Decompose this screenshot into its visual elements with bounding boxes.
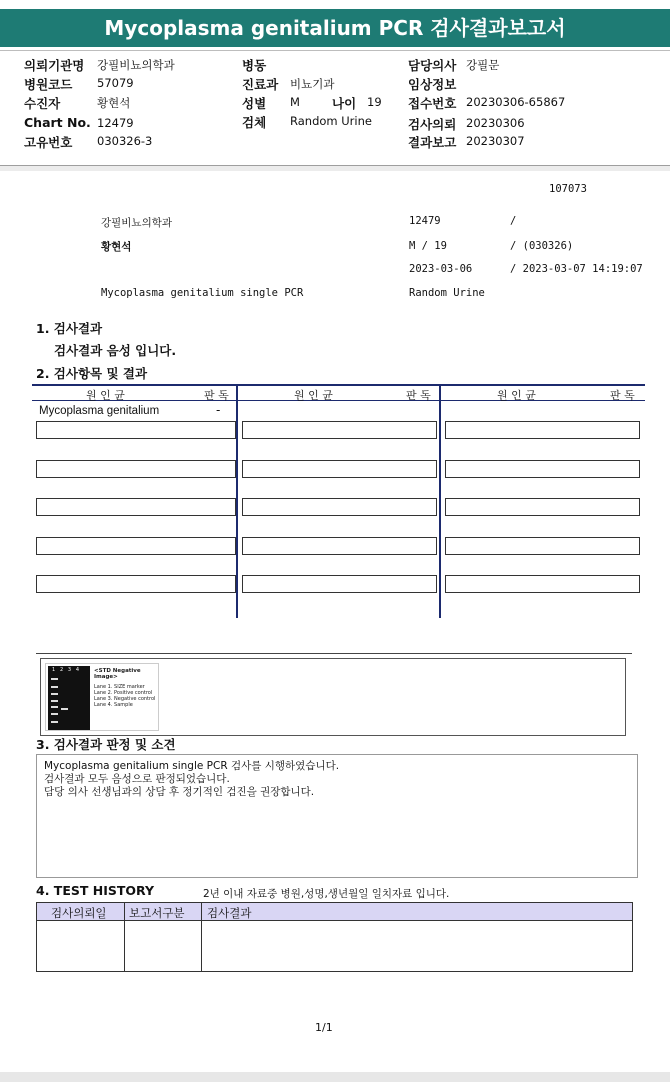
report-date-value: 20230307 <box>466 134 525 148</box>
organism-result: - <box>216 403 221 417</box>
result-cell <box>242 460 437 478</box>
result-cell <box>36 498 236 516</box>
result-cell <box>242 575 437 593</box>
report-label: 결과보고 <box>408 135 457 150</box>
report-code: 107073 <box>549 183 587 195</box>
detail-chart: 12479 <box>409 215 441 227</box>
divider <box>36 653 632 654</box>
col-judgement-3: 판 독 <box>610 389 635 402</box>
result-cell <box>242 498 437 516</box>
result-cell <box>36 575 236 593</box>
institution-label: 의뢰기관명 <box>24 58 85 73</box>
gel-legend <box>94 668 158 708</box>
detail-received: 2023-03-06 <box>409 263 473 275</box>
col-judgement-1: 판 독 <box>204 389 229 402</box>
history-col-result: 검사결과 <box>207 906 252 920</box>
gel-image <box>45 663 159 731</box>
grid-header <box>32 384 645 401</box>
ward-label: 병동 <box>242 58 267 73</box>
result-cell <box>445 575 640 593</box>
history-table <box>36 902 633 972</box>
detail-institution: 강필비뇨의학과 <box>101 217 173 229</box>
unique-no-value: 030326-3 <box>97 134 153 148</box>
result-grid <box>32 384 645 620</box>
hospital-code-value: 57079 <box>97 76 134 90</box>
grid-divider <box>439 384 441 618</box>
history-col-report-type: 보고서구분 <box>129 906 185 920</box>
comment-line: Mycoplasma genitalium single PCR 검사를 시행하였습니다. <box>44 760 340 772</box>
examinee-label: 수진자 <box>24 96 61 111</box>
page-number: 1/1 <box>315 1021 333 1034</box>
age-value: 19 <box>367 95 382 109</box>
history-note: 2년 이내 자료중 병원,성명,생년월일 일치자료 입니다. <box>203 888 450 900</box>
result-cell <box>36 421 236 439</box>
specimen-label: 검체 <box>242 115 267 130</box>
gel-image-box <box>40 658 626 736</box>
comment-line: 검사결과 모두 음성으로 판정되었습니다. <box>44 773 230 785</box>
col-organism-1: 원 인 균 <box>86 389 125 402</box>
result-cell <box>242 421 437 439</box>
detail-test: Mycoplasma genitalium single PCR <box>101 287 304 299</box>
result-cell <box>242 537 437 555</box>
sex-label: 성별 <box>242 96 267 111</box>
col-organism-3: 원 인 균 <box>497 389 536 402</box>
interpretation-box <box>36 754 638 878</box>
col-judgement-2: 판 독 <box>406 389 431 402</box>
legend-lane-3: Lane 3. Negative control <box>94 696 156 702</box>
receipt-no-value: 20230306-65867 <box>466 95 566 109</box>
comment-line: 담당 의사 선생님과의 상담 후 정기적인 검진을 권장합니다. <box>44 786 315 798</box>
legend-lane-1: Lane 1. SIZE marker <box>94 684 145 690</box>
examinee-value: 황현석 <box>97 96 131 110</box>
section-2-heading: 2. 검사항목 및 결과 <box>36 366 148 381</box>
unique-no-label: 고유번호 <box>24 135 73 150</box>
lane-numbers: 1 2 3 4 <box>52 667 80 673</box>
patient-info-block <box>0 55 670 165</box>
result-cell <box>445 537 640 555</box>
institution-value: 강필비뇨의학과 <box>97 58 175 72</box>
section-4-heading: 4. TEST HISTORY <box>36 883 155 898</box>
result-cell <box>445 498 640 516</box>
grid-divider <box>236 384 238 618</box>
receipt-no-label: 접수번호 <box>408 96 457 111</box>
detail-reported: / 2023-03-07 14:19:07 <box>510 263 643 275</box>
request-date-value: 20230306 <box>466 116 525 130</box>
section-3-heading: 3. 검사결과 판정 및 소견 <box>36 737 176 752</box>
history-divider <box>124 903 125 971</box>
gel-electrophoresis-image <box>48 666 90 730</box>
legend-lane-4: Lane 4. Sample <box>94 702 133 708</box>
age-label: 나이 <box>332 96 357 111</box>
history-col-request-date: 검사의뢰일 <box>51 906 107 920</box>
chart-no-value: 12479 <box>97 116 134 130</box>
detail-slash: / <box>510 215 517 227</box>
result-cell <box>445 421 640 439</box>
specimen-value: Random Urine <box>290 114 372 128</box>
result-cell <box>36 460 236 478</box>
dept-label: 진료과 <box>242 77 279 92</box>
detail-specimen: Random Urine <box>409 287 485 299</box>
request-label: 검사의뢰 <box>408 117 457 132</box>
result-cell <box>36 537 236 555</box>
history-header <box>37 903 632 921</box>
dept-value: 비뇨기과 <box>290 77 335 91</box>
section-1-result: 검사결과 음성 입니다. <box>54 343 177 358</box>
history-divider <box>201 903 202 971</box>
report-title: Mycoplasma genitalium PCR 검사결과보고서 <box>0 9 670 47</box>
doctor-value: 강필문 <box>466 58 500 72</box>
detail-sex-age: M / 19 <box>409 240 447 252</box>
doctor-label: 담당의사 <box>408 58 457 73</box>
chart-no-label: Chart No. <box>24 115 91 130</box>
sex-value: M <box>290 95 300 109</box>
detail-name: 황현석 <box>101 241 132 253</box>
organism-name: Mycoplasma genitalium <box>39 405 160 417</box>
legend-title: <STD Negative Image> <box>94 668 141 680</box>
footer-bar <box>0 1072 670 1082</box>
section-1-heading: 1. 검사결과 <box>36 321 103 336</box>
legend-lane-2: Lane 2. Positive control <box>94 690 153 696</box>
col-organism-2: 원 인 균 <box>294 389 333 402</box>
detail-id: / (030326) <box>510 240 574 252</box>
divider <box>0 50 670 51</box>
hospital-code-label: 병원코드 <box>24 77 73 92</box>
divider-shadow <box>0 166 670 171</box>
clinical-label: 임상정보 <box>408 77 457 92</box>
result-cell <box>445 460 640 478</box>
